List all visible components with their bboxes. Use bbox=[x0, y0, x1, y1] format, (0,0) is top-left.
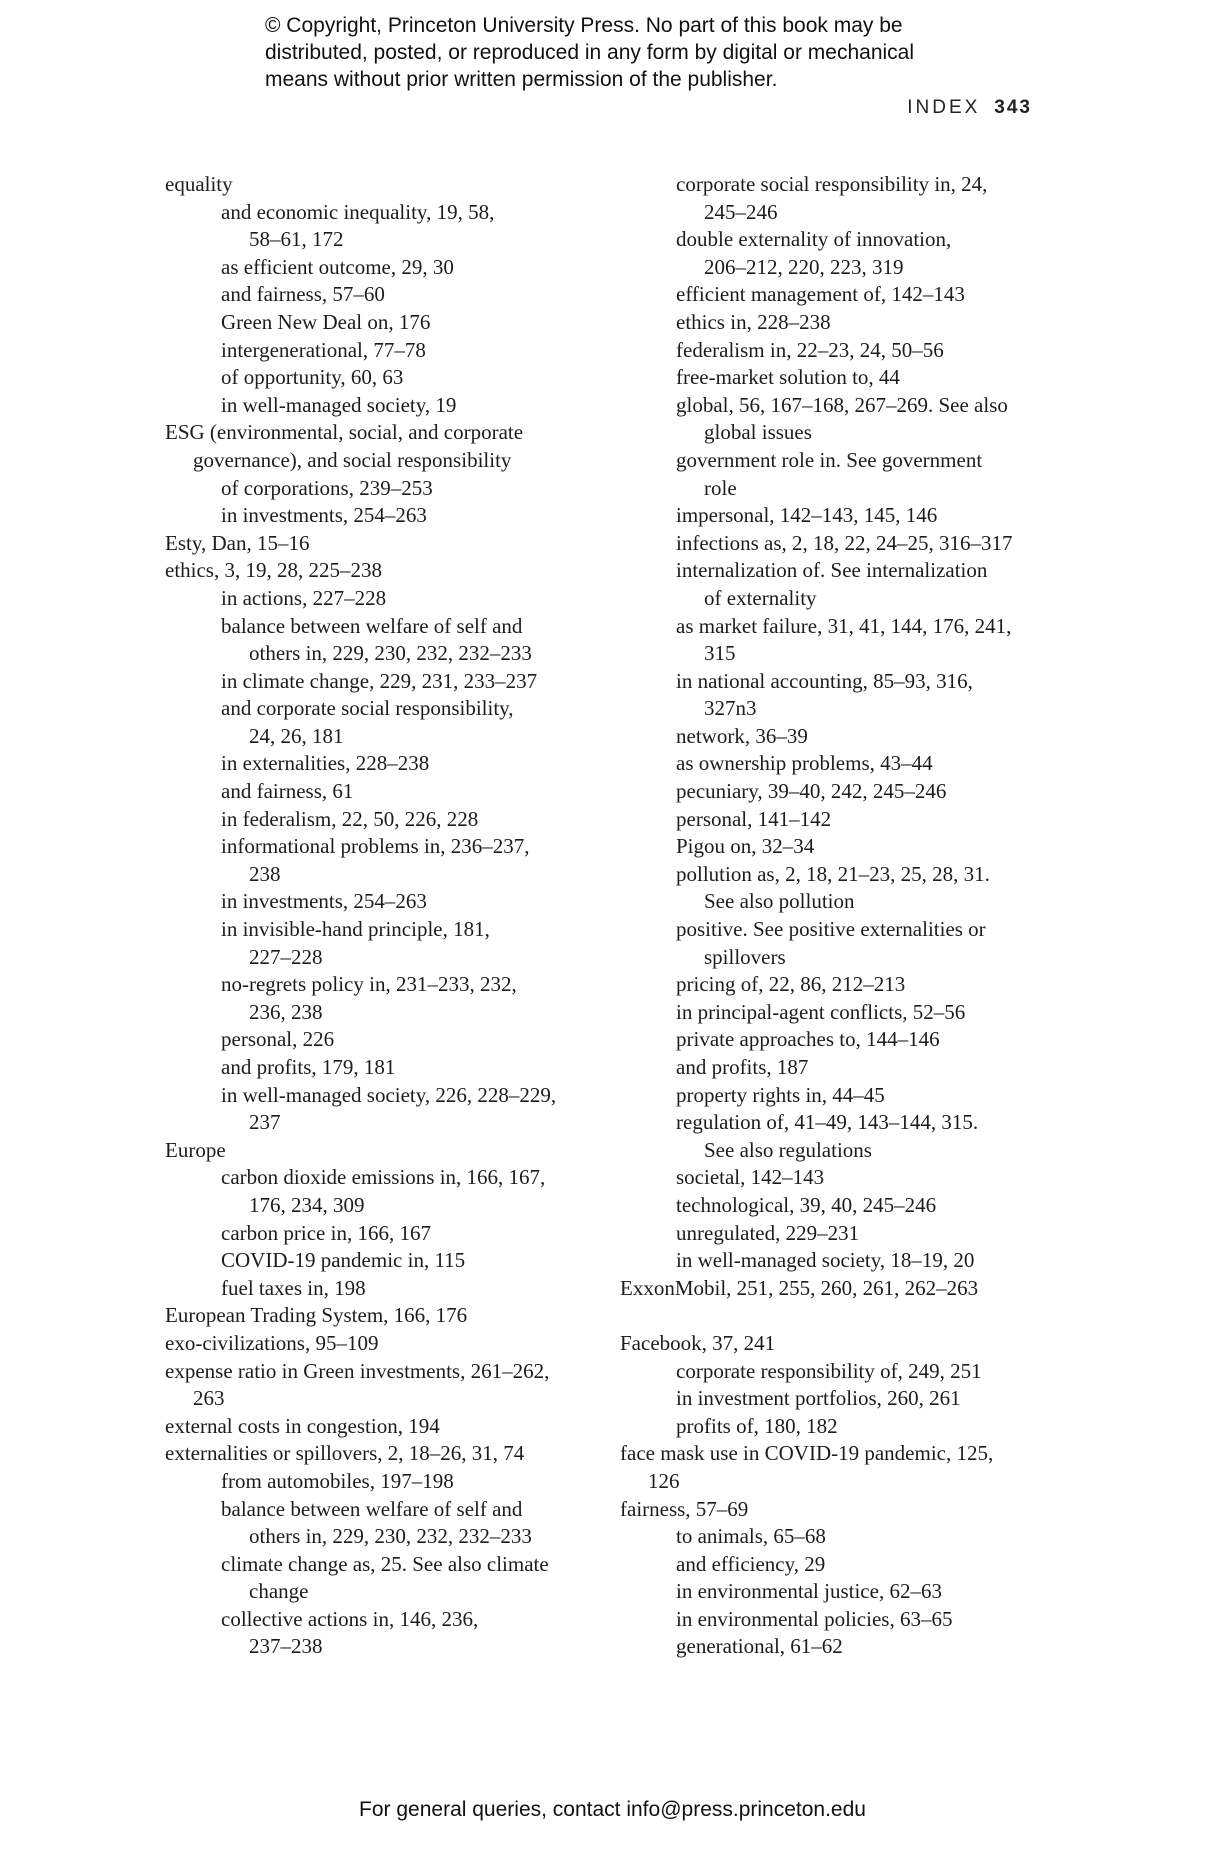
index-subentry: internalization of. See internalization bbox=[676, 558, 988, 583]
index-subentry: in investments, 254–263 bbox=[221, 503, 427, 528]
index-subentry: personal, 141–142 bbox=[676, 806, 832, 831]
index-subentry: COVID-19 pandemic in, 115 bbox=[221, 1248, 466, 1273]
index-subentry: free-market solution to, 44 bbox=[676, 365, 900, 390]
index-subentry: in investment portfolios, 260, 261 bbox=[676, 1386, 961, 1411]
index-entry: equality bbox=[165, 172, 233, 196]
index-subentry: ethics in, 228–238 bbox=[676, 309, 831, 334]
index-subentry: impersonal, 142–143, 145, 146 bbox=[676, 503, 938, 528]
index-subentry: of corporations, 239–253 bbox=[221, 475, 433, 500]
running-head bbox=[907, 97, 1032, 119]
index-entry: external costs in congestion, 194 bbox=[165, 1413, 440, 1438]
letter-group-gap bbox=[620, 1302, 1040, 1330]
index-subentry: pricing of, 22, 86, 212–213 bbox=[676, 972, 906, 997]
index-subentry: from automobiles, 197–198 bbox=[221, 1468, 454, 1493]
index-continuation: See also pollution bbox=[704, 889, 855, 914]
index-subentry: and fairness, 57–60 bbox=[221, 282, 385, 307]
index-subentry: climate change as, 25. See also climate bbox=[221, 1551, 549, 1576]
index-subentry: collective actions in, 146, 236, bbox=[221, 1606, 479, 1631]
index-continuation: 327n3 bbox=[704, 696, 757, 721]
section-label: INDEX bbox=[907, 97, 981, 118]
index-subentry: intergenerational, 77–78 bbox=[221, 337, 426, 362]
index-continuation: 126 bbox=[648, 1468, 680, 1493]
index-subentry: property rights in, 44–45 bbox=[676, 1082, 885, 1107]
index-continuation: 245–246 bbox=[704, 199, 778, 224]
index-subentry: Pigou on, 32–34 bbox=[676, 834, 815, 859]
index-continuation: of externality bbox=[704, 585, 817, 610]
index-subentry: in environmental policies, 63–65 bbox=[676, 1606, 953, 1631]
index-subentry: corporate social responsibility in, 24, bbox=[676, 172, 988, 196]
index-subentry: in actions, 227–228 bbox=[221, 585, 387, 610]
copyright-notice bbox=[265, 12, 985, 93]
index-subentry: Green New Deal on, 176 bbox=[221, 309, 431, 334]
index-subentry: generational, 61–62 bbox=[676, 1634, 843, 1659]
index-subentry: in environmental justice, 62–63 bbox=[676, 1579, 942, 1604]
index-subentry: as efficient outcome, 29, 30 bbox=[221, 254, 454, 279]
index-subentry: positive. See positive externalities or bbox=[676, 917, 986, 942]
index-subentry: in climate change, 229, 231, 233–237 bbox=[221, 668, 538, 693]
index-entry: Facebook, 37, 241 bbox=[620, 1330, 776, 1355]
index-subentry: in national accounting, 85–93, 316, bbox=[676, 668, 973, 693]
index-continuation: 24, 26, 181 bbox=[249, 723, 344, 748]
index-subentry: in externalities, 228–238 bbox=[221, 751, 430, 776]
index-entry: fairness, 57–69 bbox=[620, 1496, 749, 1521]
index-entry: exo-civilizations, 95–109 bbox=[165, 1330, 379, 1355]
index-entry: Esty, Dan, 15–16 bbox=[165, 530, 310, 555]
index-subentry: infections as, 2, 18, 22, 24–25, 316–317 bbox=[676, 530, 1013, 555]
index-entry: expense ratio in Green investments, 261–262, bbox=[165, 1358, 550, 1383]
index-subentry: in well-managed society, 226, 228–229, bbox=[221, 1082, 557, 1107]
index-subentry: carbon dioxide emissions in, 166, 167, bbox=[221, 1165, 546, 1190]
index-subentry: and fairness, 61 bbox=[221, 779, 354, 804]
index-subentry: in principal-agent conflicts, 52–56 bbox=[676, 999, 966, 1024]
index-subentry: private approaches to, 144–146 bbox=[676, 1027, 940, 1052]
index-continuation: role bbox=[704, 475, 737, 500]
index-column-left bbox=[165, 171, 585, 1661]
index-subentry: fuel taxes in, 198 bbox=[221, 1275, 366, 1300]
index-subentry: government role in. See government bbox=[676, 447, 983, 472]
index-continuation: 176, 234, 309 bbox=[249, 1192, 365, 1217]
index-continuation: 227–228 bbox=[249, 944, 323, 969]
index-subentry: in well-managed society, 19 bbox=[221, 392, 457, 417]
index-subentry: societal, 142–143 bbox=[676, 1165, 825, 1190]
index-subentry: of opportunity, 60, 63 bbox=[221, 365, 404, 390]
index-subentry: profits of, 180, 182 bbox=[676, 1413, 838, 1438]
index-continuation: 206–212, 220, 223, 319 bbox=[704, 254, 904, 279]
index-subentry: double externality of innovation, bbox=[676, 227, 952, 252]
index-subentry: as ownership problems, 43–44 bbox=[676, 751, 933, 776]
index-subentry: and corporate social responsibility, bbox=[221, 696, 514, 721]
index-subentry: carbon price in, 166, 167 bbox=[221, 1220, 431, 1245]
index-subentry: in federalism, 22, 50, 226, 228 bbox=[221, 806, 479, 831]
index-subentry: global, 56, 167–168, 267–269. See also bbox=[676, 392, 1008, 417]
index-column-right bbox=[620, 171, 1040, 1661]
index-continuation: others in, 229, 230, 232, 232–233 bbox=[249, 641, 532, 666]
index-subentry: regulation of, 41–49, 143–144, 315. bbox=[676, 1110, 979, 1135]
copyright-line: distributed, posted, or reproduced in any form by digital or mechanical bbox=[265, 41, 915, 64]
index-entry: Europe bbox=[165, 1137, 226, 1162]
copyright-line: © Copyright, Princeton University Press. No part of this book may be bbox=[265, 14, 903, 37]
footer-contact: For general queries, contact info@press.princeton.edu bbox=[359, 1798, 866, 1821]
index-continuation: spillovers bbox=[704, 944, 786, 969]
index-subentry: and profits, 187 bbox=[676, 1055, 809, 1079]
index-continuation: 238 bbox=[249, 861, 281, 886]
page-number: 343 bbox=[994, 97, 1032, 118]
index-subentry: personal, 226 bbox=[221, 1027, 335, 1052]
index-continuation: governance), and social responsibility bbox=[193, 447, 512, 472]
index-entry: ExxonMobil, 251, 255, 260, 261, 262–263 bbox=[620, 1275, 979, 1300]
index-subentry: and efficiency, 29 bbox=[676, 1551, 826, 1576]
index-continuation: See also regulations bbox=[704, 1137, 872, 1162]
index-subentry: network, 36–39 bbox=[676, 723, 808, 748]
index-continuation: others in, 229, 230, 232, 232–233 bbox=[249, 1524, 532, 1549]
index-subentry: technological, 39, 40, 245–246 bbox=[676, 1192, 937, 1217]
index-subentry: and profits, 179, 181 bbox=[221, 1055, 396, 1079]
index-continuation: 237–238 bbox=[249, 1634, 323, 1659]
index-subentry: balance between welfare of self and bbox=[221, 613, 523, 638]
index-continuation: 58–61, 172 bbox=[249, 227, 344, 252]
index-subentry: in investments, 254–263 bbox=[221, 889, 427, 914]
index-subentry: and economic inequality, 19, 58, bbox=[221, 199, 495, 224]
index-entry: ESG (environmental, social, and corporate bbox=[165, 420, 524, 445]
index-subentry: pollution as, 2, 18, 21–23, 25, 28, 31. bbox=[676, 861, 990, 886]
index-continuation: 237 bbox=[249, 1110, 281, 1135]
index-continuation: 263 bbox=[193, 1386, 225, 1411]
index-subentry: federalism in, 22–23, 24, 50–56 bbox=[676, 337, 944, 362]
index-entry: externalities or spillovers, 2, 18–26, 31, 74 bbox=[165, 1441, 525, 1466]
index-subentry: balance between welfare of self and bbox=[221, 1496, 523, 1521]
index-continuation: 315 bbox=[704, 641, 736, 666]
index-continuation: 236, 238 bbox=[249, 999, 323, 1024]
index-subentry: efficient management of, 142–143 bbox=[676, 282, 965, 307]
index-continuation: change bbox=[249, 1579, 309, 1604]
index-subentry: in well-managed society, 18–19, 20 bbox=[676, 1248, 975, 1273]
index-subentry: to animals, 65–68 bbox=[676, 1524, 826, 1549]
index-entry: ethics, 3, 19, 28, 225–238 bbox=[165, 558, 382, 583]
index-subentry: no-regrets policy in, 231–233, 232, bbox=[221, 972, 517, 997]
index-subentry: unregulated, 229–231 bbox=[676, 1220, 860, 1245]
copyright-line: means without prior written permission of the publisher. bbox=[265, 68, 778, 91]
index-subentry: pecuniary, 39–40, 242, 245–246 bbox=[676, 779, 947, 804]
index-subentry: corporate responsibility of, 249, 251 bbox=[676, 1358, 982, 1383]
index-subentry: informational problems in, 236–237, bbox=[221, 834, 530, 859]
index-subentry: in invisible-hand principle, 181, bbox=[221, 917, 490, 942]
index-entry: European Trading System, 166, 176 bbox=[165, 1303, 468, 1328]
index-subentry: as market failure, 31, 41, 144, 176, 241, bbox=[676, 613, 1012, 638]
index-entry: face mask use in COVID-19 pandemic, 125, bbox=[620, 1441, 994, 1466]
index-continuation: global issues bbox=[704, 420, 812, 445]
